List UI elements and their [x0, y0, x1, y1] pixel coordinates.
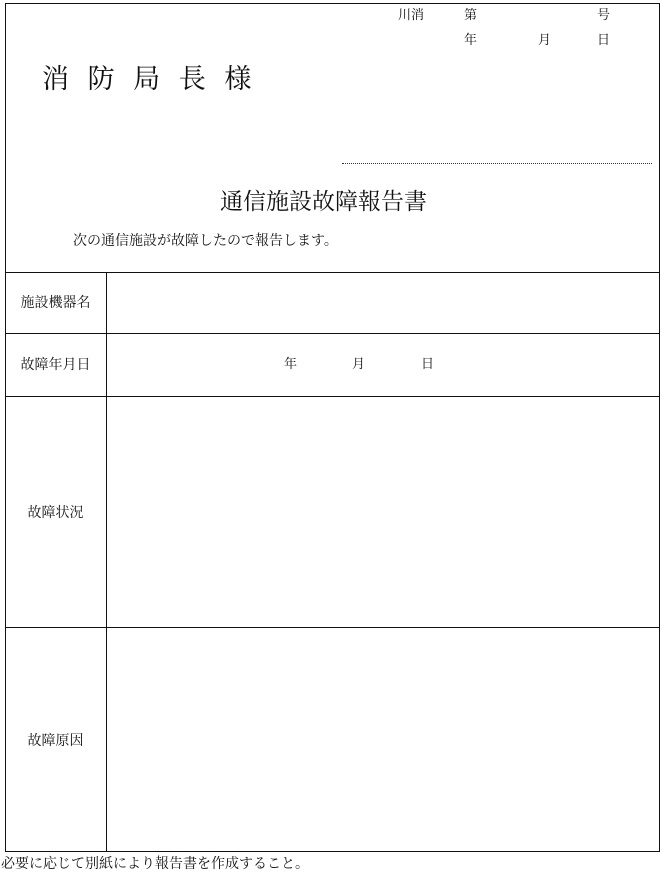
footnote: 必要に応じて別紙により報告書を作成すること。: [1, 856, 309, 872]
header-year: 年: [464, 33, 478, 48]
intro-text: 次の通信施設が故障したので報告します。: [73, 233, 338, 249]
failure-cause-field[interactable]: [107, 628, 659, 851]
number-prefix: 第: [464, 8, 478, 23]
office-code: 川消: [398, 8, 425, 23]
failure-date-field[interactable]: [107, 334, 659, 396]
document-title: 通信施設故障報告書: [220, 189, 427, 215]
label-failure-cause: 故障原因: [27, 733, 84, 749]
failure-date-year: 年: [284, 357, 298, 372]
number-suffix: 号: [597, 8, 611, 23]
header-month: 月: [538, 33, 552, 48]
header-day: 日: [597, 33, 611, 48]
failure-status-field[interactable]: [107, 397, 659, 627]
label-failure-date: 故障年月日: [20, 357, 91, 373]
facility-name-field[interactable]: [107, 273, 659, 333]
signature-line: [342, 163, 652, 164]
label-failure-status: 故障状況: [27, 505, 84, 521]
recipient: 消 防 局 長 様: [42, 64, 252, 95]
failure-date-month: 月: [352, 357, 366, 372]
label-facility-name: 施設機器名: [20, 295, 91, 311]
failure-date-day: 日: [421, 357, 435, 372]
